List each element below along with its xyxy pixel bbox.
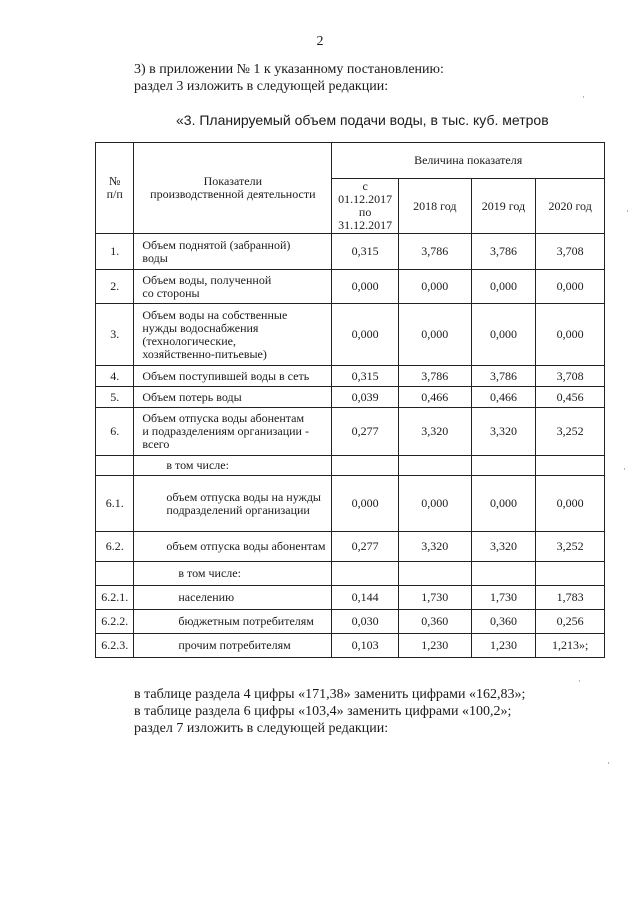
scan-speck: · bbox=[626, 206, 629, 216]
table-row: 6.1. объем отпуска воды на нужды подразделений организации 0,000 0,000 0,000 0,000 bbox=[96, 476, 605, 532]
table-row: 5. Объем потерь воды 0,039 0,466 0,466 0,456 bbox=[96, 387, 605, 408]
table-row: 6.2. объем отпуска воды абонентам 0,277 3,320 3,320 3,252 bbox=[96, 532, 605, 562]
table-row: 3. Объем воды на собственные нужды водоснабжения (технологические, хозяйственно-питьевые) 0,000 0,000 0,000 0,000 bbox=[96, 304, 605, 366]
table-row: в том числе: bbox=[96, 456, 605, 476]
table-row: 6.2.2. бюджетным потребителям 0,030 0,360 0,360 0,256 bbox=[96, 610, 605, 634]
table-row: 4. Объем поступившей воды в сеть 0,315 3,786 3,786 3,708 bbox=[96, 366, 605, 387]
intro-line-1: 3) в приложении № 1 к указанному постановлению: bbox=[134, 62, 444, 77]
table-row: 6. Объем отпуска воды абонентам и подразделениям организации - всего 0,277 3,320 3,320 3,252 bbox=[96, 408, 605, 456]
scan-speck: · bbox=[578, 676, 581, 686]
table-row: в том числе: bbox=[96, 562, 605, 586]
after-line-2: в таблице раздела 6 цифры «103,4» заменить цифрами «100,2»; bbox=[134, 704, 512, 719]
header-num: № п/п bbox=[96, 143, 134, 234]
scan-speck: · bbox=[582, 92, 585, 102]
scan-speck: · bbox=[607, 758, 610, 768]
header-value-group: Величина показателя bbox=[332, 143, 605, 179]
table-row: 6.2.3. прочим потребителям 0,103 1,230 1,230 1,213»; bbox=[96, 634, 605, 658]
table-row: 6.2.1. населению 0,144 1,730 1,730 1,783 bbox=[96, 586, 605, 610]
scan-speck: · bbox=[623, 464, 626, 474]
page-number: 2 bbox=[316, 34, 324, 49]
table-row: 1. Объем поднятой (забранной) воды 0,315 3,786 3,786 3,708 bbox=[96, 234, 605, 270]
header-period-2018: 2018 год bbox=[398, 179, 471, 234]
after-line-3: раздел 7 изложить в следующей редакции: bbox=[134, 721, 389, 736]
header-period-2017: с 01.12.2017 по 31.12.2017 bbox=[332, 179, 399, 234]
header-period-2019: 2019 год bbox=[471, 179, 536, 234]
header-period-2020: 2020 год bbox=[536, 179, 605, 234]
header-indicator: Показатели производственной деятельности bbox=[134, 143, 332, 234]
after-line-1: в таблице раздела 4 цифры «171,38» заменить цифрами «162,83»; bbox=[134, 687, 526, 702]
intro-line-2: раздел 3 изложить в следующей редакции: bbox=[134, 79, 389, 94]
water-volume-table bbox=[95, 142, 605, 658]
table-row: 2. Объем воды, полученной со стороны 0,000 0,000 0,000 0,000 bbox=[96, 270, 605, 304]
section-title: «3. Планируемый объем подачи воды, в тыс. куб. метров bbox=[176, 112, 549, 128]
